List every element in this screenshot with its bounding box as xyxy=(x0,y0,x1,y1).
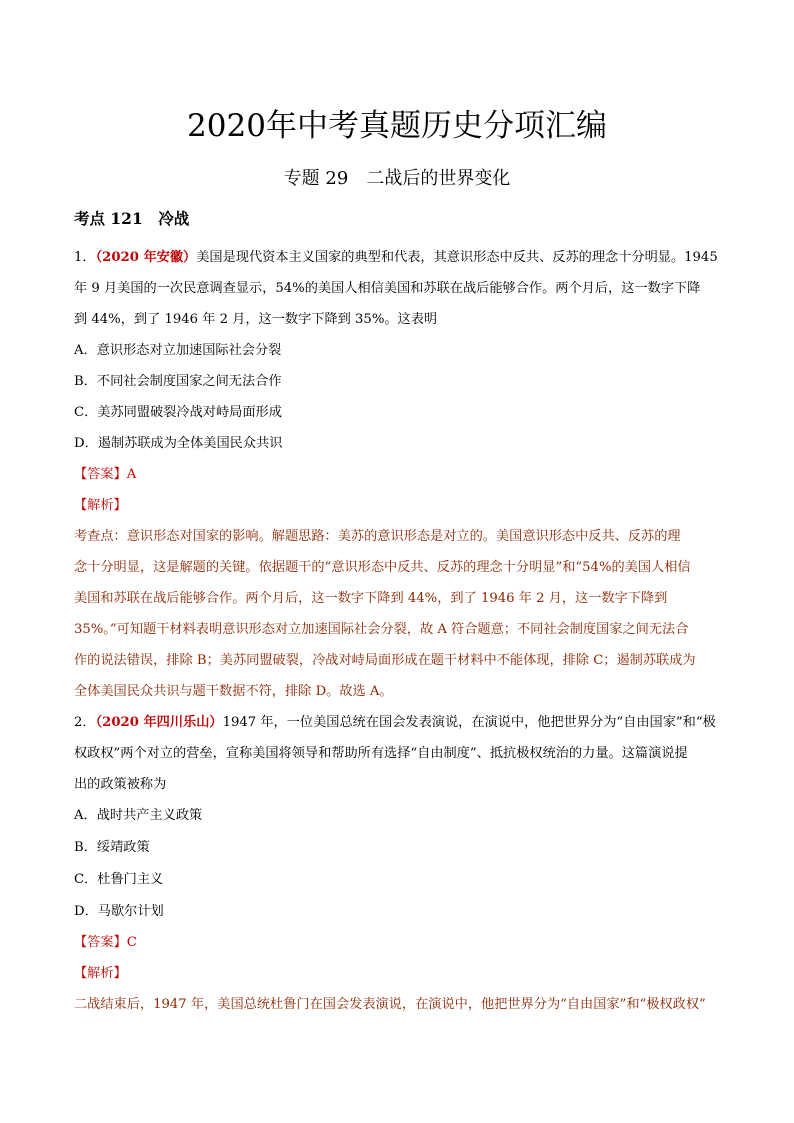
q1-option-a: A．意识形态对立加速国际社会分裂 xyxy=(74,343,282,358)
q1-stem-line-1 xyxy=(74,242,724,273)
q1-analysis-label: 【解析】 xyxy=(74,498,127,513)
q1-number: 1． xyxy=(74,250,96,265)
q2-option-a: A．战时共产主义政策 xyxy=(74,808,203,823)
document-title: 2020年中考真题历史分项汇编 xyxy=(187,108,607,144)
document-subtitle: 专题 29 二战后的世界变化 xyxy=(283,168,511,189)
q2-number: 2． xyxy=(74,715,96,730)
q2-option-c: C．杜鲁门主义 xyxy=(74,872,164,887)
q2-source: （2020 年四川乐山） xyxy=(95,715,223,730)
q2-option-d: D．马歇尔计划 xyxy=(74,904,164,919)
q2-stem-line-2: 权政权”两个对立的营垒，宣称美国将领导和帮助所有选择“自由制度”、抵抗极权统治的力量。这篇演说提 xyxy=(74,746,688,761)
q1-answer: 【答案】A xyxy=(74,467,137,482)
q1-source: （2020 年安徽） xyxy=(95,250,197,265)
q2-analysis-label: 【解析】 xyxy=(74,966,127,981)
q1-stem-line-3: 到 44%，到了 1946 年 2 月，这一数字下降到 35%。这表明 xyxy=(74,312,438,327)
q1-option-d: D．遏制苏联成为全体美国民众共识 xyxy=(74,436,283,451)
q1-stem-text-1: 美国是现代资本主义国家的典型和代表，其意识形态中反共、反苏的理念十分明显。1945 xyxy=(196,250,718,265)
q2-stem-text-1: 1947 年，一位美国总统在国会发表演说，在演说中，他把世界分为“自由国家”和“极 xyxy=(222,715,716,730)
q2-answer: 【答案】C xyxy=(74,935,137,950)
q1-analysis-line-5: 作的说法错误，排除 B；美苏同盟破裂，冷战对峙局面形成在题干材料中不能体现，排除 C；遏制苏联成为 xyxy=(74,653,696,668)
q1-option-c: C．美苏同盟破裂冷战对峙局面形成 xyxy=(74,405,282,420)
q2-option-b: B．绥靖政策 xyxy=(74,840,150,855)
q1-analysis-line-2: 念十分明显，这是解题的关键。依据题干的“意识形态中反共、反苏的理念十分明显”和“54%的美国人相信 xyxy=(74,560,691,575)
q1-analysis-line-3: 美国和苏联在战后能够合作。两个月后，这一数字下降到 44%，到了 1946 年 2 月，这一数字下降到 xyxy=(74,591,668,606)
q1-analysis-line-4: 35%。”可知题干材料表明意识形态对立加速国际社会分裂，故 A 符合题意；不同社会制度国家之间无法合 xyxy=(74,622,689,637)
q1-stem-line-2: 年 9 月美国的一次民意调查显示，54%的美国人相信美国和苏联在战后能够合作。两个月后，这一数字下降 xyxy=(74,281,701,296)
q2-stem-line-3: 出的政策被称为 xyxy=(74,777,167,792)
q2-stem-line-1 xyxy=(74,707,724,738)
q1-analysis-line-1: 考查点：意识形态对国家的影响。解题思路：美苏的意识形态是对立的。美国意识形态中反共、反苏的理 xyxy=(74,529,681,544)
q1-analysis-line-6: 全体美国民众共识与题干数据不符，排除 D。故选 A。 xyxy=(74,684,393,699)
q2-analysis-line-1: 二战结束后，1947 年，美国总统杜鲁门在国会发表演说，在演说中，他把世界分为“自由国家”和“极权政权” xyxy=(74,997,706,1012)
topic-heading: 考点 121 冷战 xyxy=(74,209,190,228)
q1-option-b: B．不同社会制度国家之间无法合作 xyxy=(74,374,282,389)
